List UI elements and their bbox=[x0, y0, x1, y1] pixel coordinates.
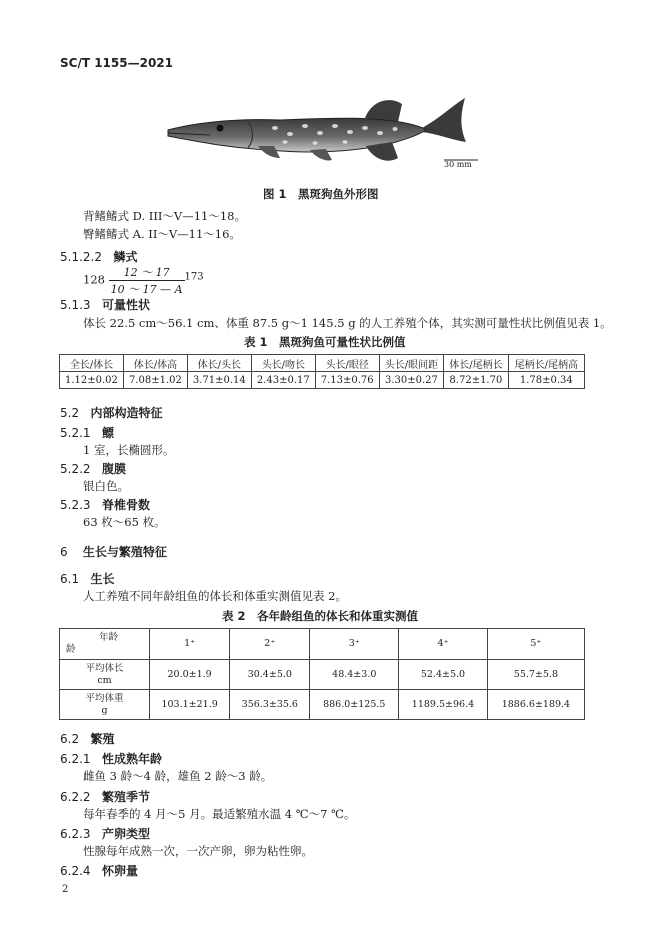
scale-formula bbox=[83, 264, 204, 297]
section-title: 腹膜 bbox=[102, 462, 127, 476]
table2-cell: 356.3±35.6 bbox=[230, 690, 310, 720]
section-6-1-text: 人工养殖不同年龄组鱼的体长和体重实测值见表 2。 bbox=[83, 589, 347, 603]
section-5-2-3-text: 63 枚～65 枚。 bbox=[83, 515, 166, 529]
table1-header-cell: 头长/眼径 bbox=[315, 355, 379, 372]
dorsal-fin-formula: 背鳍鳍式 D. III～V—11～18。 bbox=[83, 209, 246, 223]
section-5-1-3 bbox=[60, 296, 150, 313]
section-number: 6.1 bbox=[60, 572, 80, 586]
section-5-2-2 bbox=[60, 460, 126, 477]
section-number: 5.1.3 bbox=[60, 298, 91, 312]
table2-row-label bbox=[60, 690, 150, 720]
section-title: 产卵类型 bbox=[102, 827, 151, 841]
table1-header-cell: 尾柄长/尾柄高 bbox=[508, 355, 584, 372]
document-code: SC/T 1155—2021 bbox=[60, 56, 173, 70]
section-6-2 bbox=[60, 730, 115, 747]
table2-cell: 1886.6±189.4 bbox=[487, 690, 584, 720]
table2-cell: 20.0±1.9 bbox=[150, 660, 230, 690]
table1-value-row bbox=[60, 372, 585, 389]
table1-header-cell: 头长/眼间距 bbox=[379, 355, 443, 372]
section-6-2-3 bbox=[60, 825, 150, 842]
table1-value-cell: 7.08±1.02 bbox=[123, 372, 187, 389]
section-6-2-4 bbox=[60, 862, 138, 879]
table1-header-cell: 体长/体高 bbox=[123, 355, 187, 372]
section-number: 5.2 bbox=[60, 406, 80, 420]
table2-age-cell: 5⁺ bbox=[487, 629, 584, 660]
section-title: 生长 bbox=[90, 572, 115, 586]
scale-formula-right: 173 bbox=[184, 271, 204, 283]
section-title: 鳞式 bbox=[113, 250, 138, 264]
corner-top: 年龄 bbox=[98, 632, 118, 643]
table2-cell: 55.7±5.8 bbox=[487, 660, 584, 690]
table1 bbox=[59, 354, 585, 389]
section-title: 生长与繁殖特征 bbox=[82, 545, 167, 559]
row-label-name: 平均体长 bbox=[85, 662, 124, 674]
table2-cell: 30.4±5.0 bbox=[230, 660, 310, 690]
table2-age-cell: 3⁺ bbox=[310, 629, 399, 660]
section-6 bbox=[60, 543, 167, 560]
section-number: 5.1.2.2 bbox=[60, 250, 102, 264]
scale-formula-left: 128 bbox=[83, 272, 105, 287]
table2-cell: 886.0±125.5 bbox=[310, 690, 399, 720]
table1-value-cell: 3.71±0.14 bbox=[187, 372, 251, 389]
section-number: 5.2.2 bbox=[60, 462, 91, 476]
table2-age-cell: 1⁺ bbox=[150, 629, 230, 660]
table2-row-label bbox=[60, 660, 150, 690]
section-6-2-2-text: 每年春季的 4 月～5 月。最适繁殖水温 4 ℃～7 ℃。 bbox=[83, 807, 356, 821]
section-title: 繁殖季节 bbox=[102, 790, 151, 804]
section-5-2-1-text: 1 室，长椭圆形。 bbox=[83, 443, 175, 457]
table1-header-cell: 体长/头长 bbox=[187, 355, 251, 372]
section-title: 繁殖 bbox=[90, 732, 115, 746]
table2-cell: 1189.5±96.4 bbox=[399, 690, 488, 720]
table1-value-cell: 1.78±0.34 bbox=[508, 372, 584, 389]
table2-corner-cell bbox=[60, 629, 150, 660]
table2-caption: 表 2 各年龄组鱼的体长和体重实测值 bbox=[222, 609, 419, 623]
anal-fin-formula: 臀鳍鳍式 A. II～V—11～16。 bbox=[83, 227, 241, 241]
page-number: 2 bbox=[62, 884, 69, 895]
section-title: 鳔 bbox=[102, 426, 115, 440]
section-5-2 bbox=[60, 404, 163, 421]
section-5-2-3 bbox=[60, 496, 150, 513]
section-title: 内部构造特征 bbox=[90, 406, 163, 420]
table1-caption: 表 1 黑斑狗鱼可量性状比例值 bbox=[244, 335, 406, 349]
table2-age-cell: 2⁺ bbox=[230, 629, 310, 660]
section-title: 可量性状 bbox=[102, 298, 151, 312]
scale-formula-bottom: 10 ～ 17 — A bbox=[110, 283, 183, 296]
table2-cell: 48.4±3.0 bbox=[310, 660, 399, 690]
section-number: 5.2.3 bbox=[60, 498, 91, 512]
section-number: 6.2.4 bbox=[60, 864, 91, 878]
section-5-2-1 bbox=[60, 424, 114, 441]
table2-cell: 103.1±21.9 bbox=[150, 690, 230, 720]
table2-age-cell: 4⁺ bbox=[399, 629, 488, 660]
scale-bar-label: 30 mm bbox=[444, 160, 472, 169]
row-label-unit: g bbox=[101, 704, 108, 716]
section-6-1 bbox=[60, 570, 115, 587]
section-number: 6.2.1 bbox=[60, 752, 91, 766]
row-label-name: 平均体重 bbox=[85, 692, 124, 704]
table1-value-cell: 3.30±0.27 bbox=[379, 372, 443, 389]
table2-cell: 52.4±5.0 bbox=[399, 660, 488, 690]
table2-header-row bbox=[60, 629, 585, 660]
section-6-2-3-text: 性腺每年成熟一次，一次产卵，卵为粘性卵。 bbox=[83, 844, 313, 858]
table2-row bbox=[60, 660, 585, 690]
section-5-1-2-2 bbox=[60, 248, 137, 265]
scale-formula-fraction bbox=[109, 264, 185, 297]
section-title: 脊椎骨数 bbox=[102, 498, 151, 512]
table1-value-cell: 1.12±0.02 bbox=[60, 372, 124, 389]
section-6-2-2 bbox=[60, 788, 150, 805]
section-5-2-2-text: 银白色。 bbox=[83, 479, 129, 493]
corner-bottom: 龄 bbox=[66, 644, 76, 655]
table1-header-cell: 全长/体长 bbox=[60, 355, 124, 372]
section-number: 6.2.2 bbox=[60, 790, 91, 804]
section-5-1-3-text: 体长 22.5 cm～56.1 cm、体重 87.5 g～1 145.5 g 的人工养殖个体，其实测可量性状比例值见表 1。 bbox=[83, 316, 612, 330]
table1-value-cell: 2.43±0.17 bbox=[251, 372, 315, 389]
table2-row bbox=[60, 690, 585, 720]
fish-illustration bbox=[160, 88, 490, 178]
table1-header-cell: 头长/吻长 bbox=[251, 355, 315, 372]
section-6-2-1-text: 雌鱼 3 龄～4 龄，雄鱼 2 龄～3 龄。 bbox=[83, 769, 273, 783]
table1-header-cell: 体长/尾柄长 bbox=[444, 355, 508, 372]
section-number: 6.2.3 bbox=[60, 827, 91, 841]
table1-value-cell: 8.72±1.70 bbox=[444, 372, 508, 389]
section-title: 性成熟年龄 bbox=[102, 752, 163, 766]
section-title: 怀卵量 bbox=[102, 864, 139, 878]
section-number: 6.2 bbox=[60, 732, 80, 746]
section-number: 5.2.1 bbox=[60, 426, 91, 440]
table1-value-cell: 7.13±0.76 bbox=[315, 372, 379, 389]
scale-formula-top: 12 ～ 17 bbox=[109, 264, 185, 281]
figure-caption: 图 1 黑斑狗鱼外形图 bbox=[263, 187, 379, 201]
row-label-unit: cm bbox=[97, 674, 112, 686]
section-6-2-1 bbox=[60, 750, 162, 767]
table2 bbox=[59, 628, 585, 720]
section-number: 6 bbox=[60, 545, 68, 559]
table1-header-row bbox=[60, 355, 585, 372]
